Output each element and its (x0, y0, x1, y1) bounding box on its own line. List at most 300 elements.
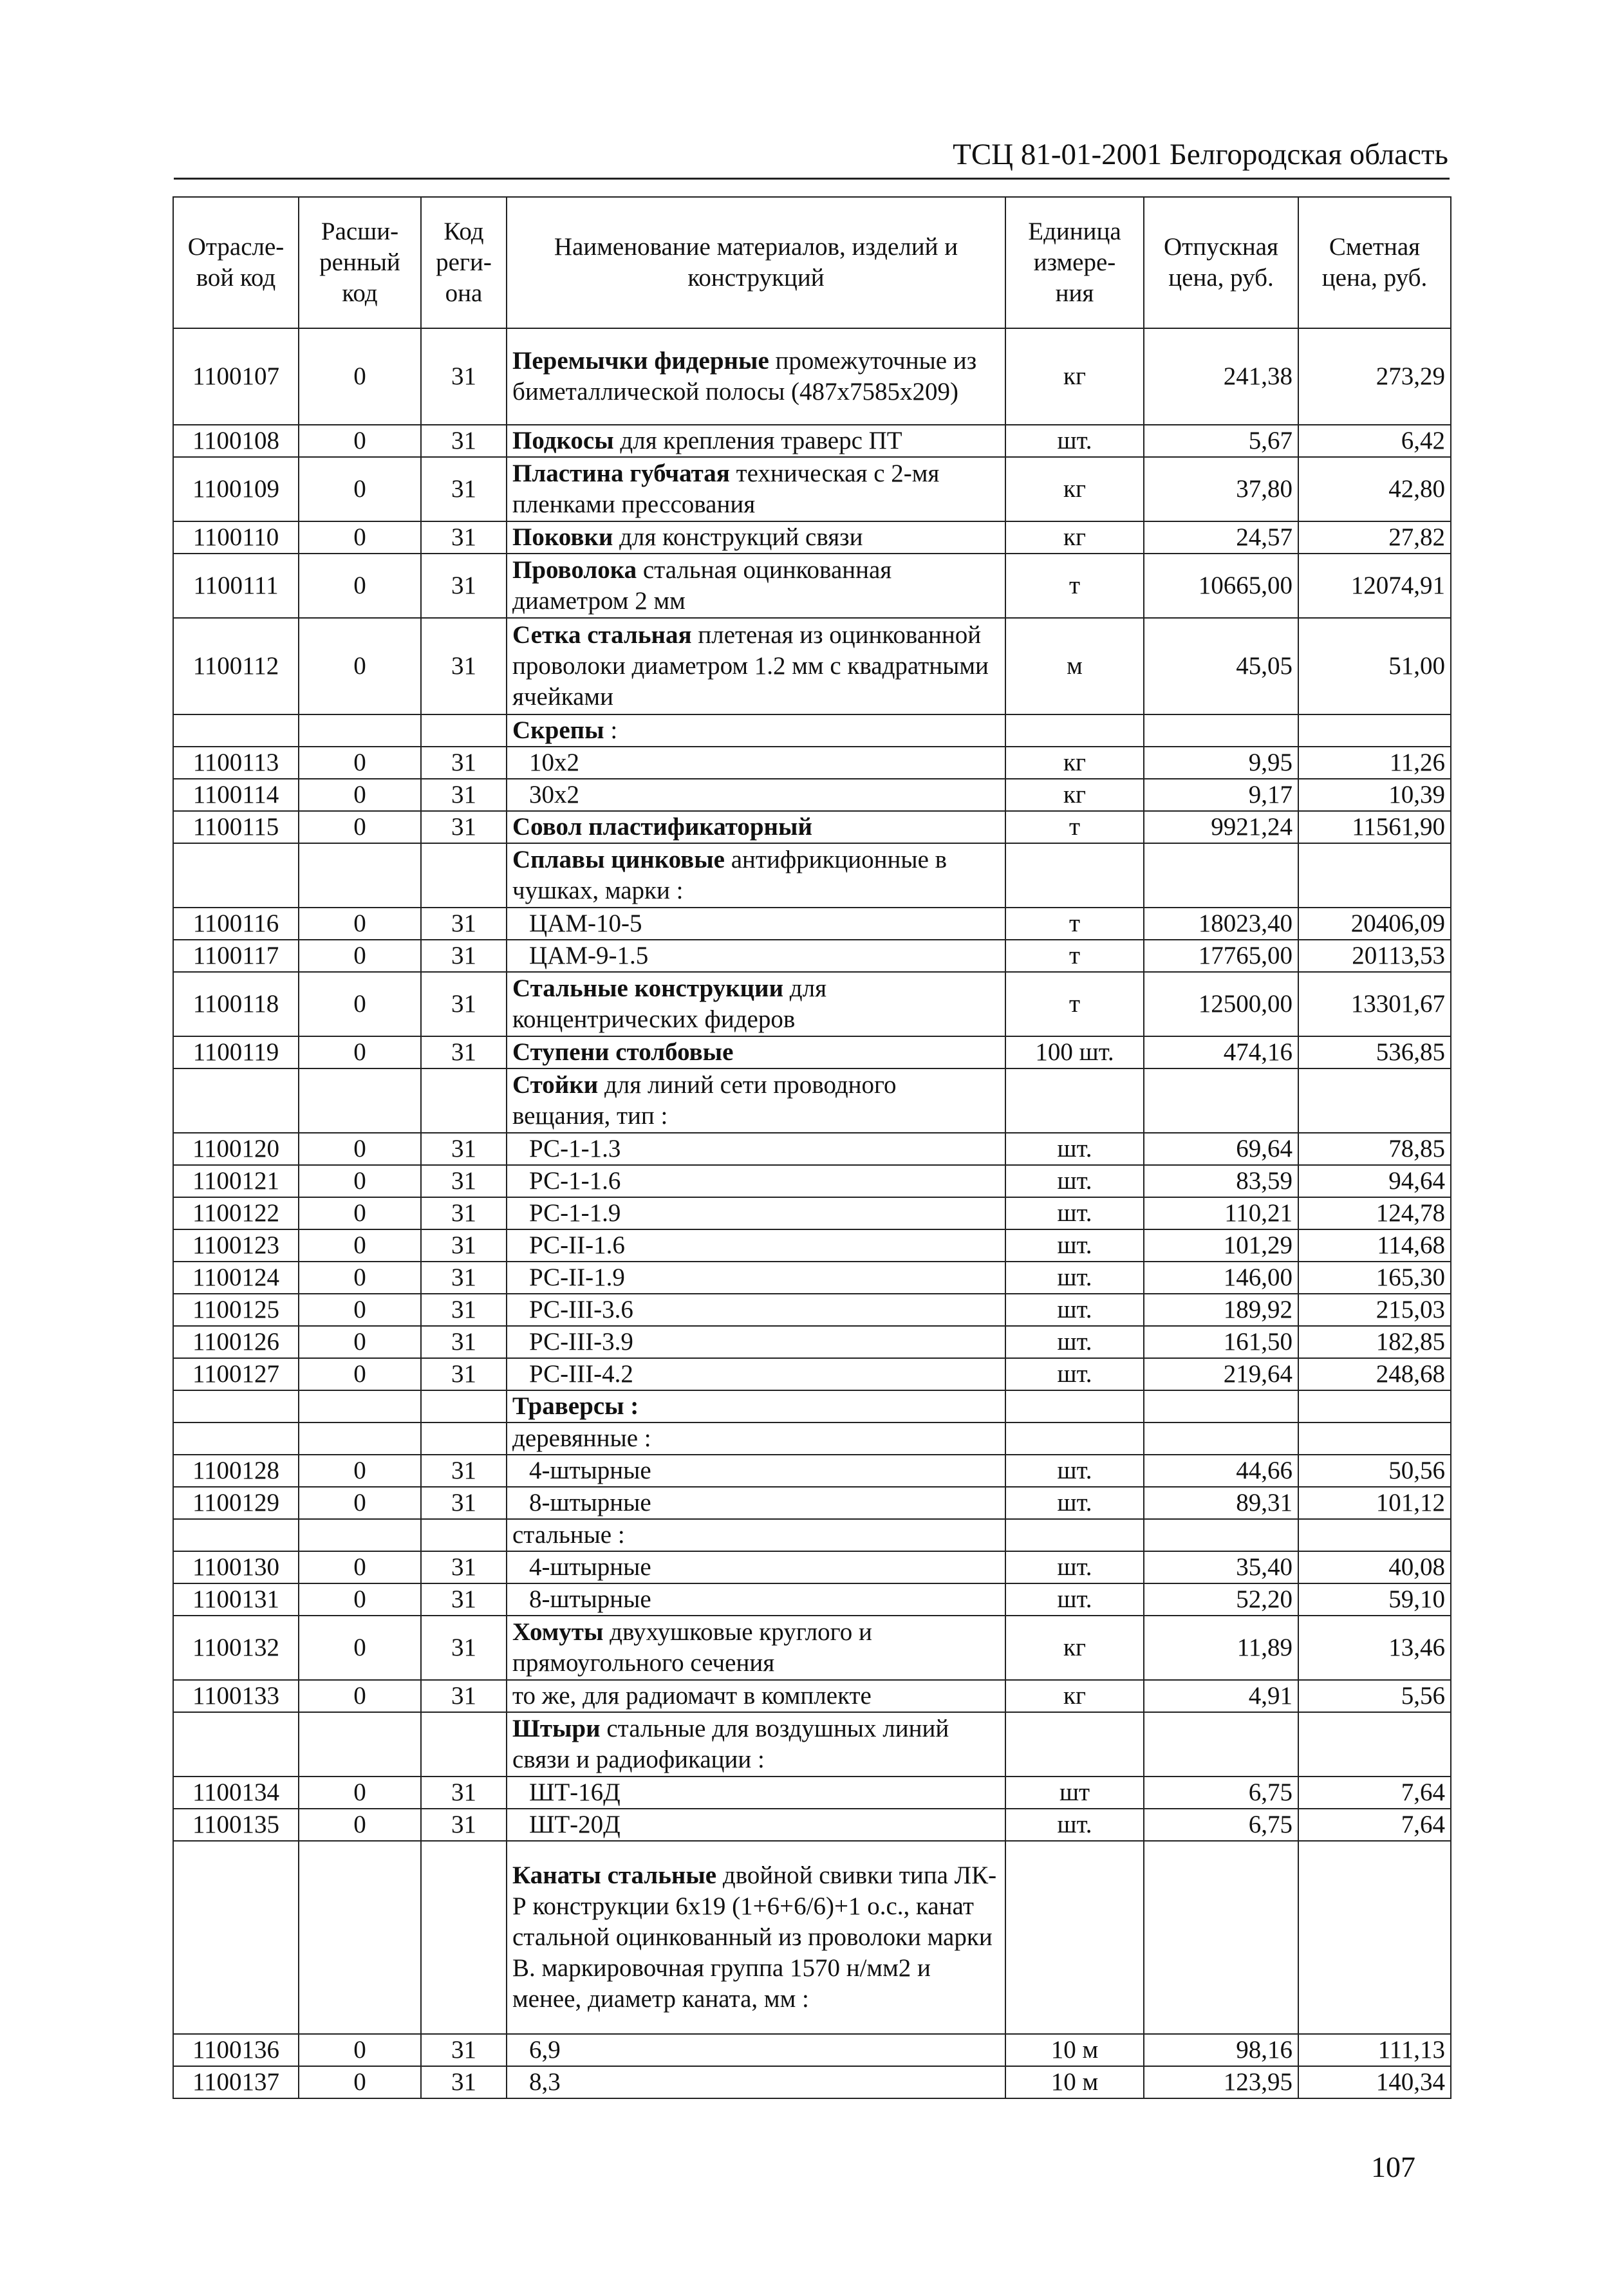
material-name-text: антифрикционные в чушках, марки : (512, 846, 947, 904)
material-name-text: 10х2 (529, 749, 579, 776)
table-row (173, 1519, 1451, 1551)
industry-code-cell: 1100111 (173, 554, 299, 618)
unit-cell (1005, 843, 1144, 908)
material-name-text: ШТ-20Д (529, 1811, 621, 1838)
table-row (173, 1680, 1451, 1712)
release-price-cell (1144, 843, 1298, 908)
material-name-cell (507, 1616, 1005, 1680)
material-name-cell (507, 328, 1005, 425)
estimate-price-cell (1298, 1841, 1451, 2034)
material-name-cell (507, 1680, 1005, 1712)
release-price-cell (1144, 1712, 1298, 1777)
material-name-cell (507, 811, 1005, 843)
extended-code-cell: 0 (299, 1777, 421, 1809)
material-name-text: то же, для радиомачт в комплекте (512, 1682, 872, 1710)
region-code-cell: 31 (421, 1133, 507, 1165)
industry-code-cell: 1100114 (173, 779, 299, 811)
industry-code-cell: 1100123 (173, 1229, 299, 1262)
region-code-cell: 31 (421, 1583, 507, 1616)
unit-cell: т (1005, 972, 1144, 1036)
release-price-cell: 9,17 (1144, 779, 1298, 811)
table-row (173, 1262, 1451, 1294)
extended-code-cell: 0 (299, 1229, 421, 1262)
region-code-cell: 31 (421, 1551, 507, 1583)
unit-cell: кг (1005, 521, 1144, 554)
material-name-text: 4-штырные (529, 1553, 651, 1581)
material-name-cell (507, 1068, 1005, 1133)
material-name-text: РС-II-1.9 (529, 1264, 625, 1291)
unit-cell: т (1005, 940, 1144, 972)
table-row (173, 1229, 1451, 1262)
unit-cell: кг (1005, 779, 1144, 811)
unit-cell: шт. (1005, 1229, 1144, 1262)
material-name-cell (507, 1036, 1005, 1068)
material-name-bold: Хомуты (512, 1618, 604, 1646)
extended-code-cell (299, 843, 421, 908)
unit-cell: 10 м (1005, 2034, 1144, 2066)
material-name-bold: Сплавы цинковые (512, 846, 725, 873)
release-price-cell: 89,31 (1144, 1487, 1298, 1519)
region-code-cell (421, 1390, 507, 1422)
region-code-cell: 31 (421, 521, 507, 554)
estimate-price-cell: 13301,67 (1298, 972, 1451, 1036)
material-name-cell (507, 1229, 1005, 1262)
estimate-price-cell (1298, 843, 1451, 908)
material-name-cell (507, 1841, 1005, 2034)
release-price-cell: 5,67 (1144, 425, 1298, 457)
table-row (173, 1165, 1451, 1197)
table-row (173, 843, 1451, 908)
release-price-cell: 6,75 (1144, 1809, 1298, 1841)
region-code-cell (421, 1841, 507, 2034)
table-row (173, 1036, 1451, 1068)
estimate-price-cell: 7,64 (1298, 1809, 1451, 1841)
extended-code-cell: 0 (299, 940, 421, 972)
material-name-text: РС-III-3.9 (529, 1328, 633, 1356)
estimate-price-cell: 536,85 (1298, 1036, 1451, 1068)
material-name-cell (507, 1326, 1005, 1358)
extended-code-cell: 0 (299, 1809, 421, 1841)
region-code-cell: 31 (421, 425, 507, 457)
estimate-price-cell (1298, 1068, 1451, 1133)
material-name-text: РС-1-1.6 (529, 1167, 621, 1195)
estimate-price-cell: 5,56 (1298, 1680, 1451, 1712)
estimate-price-cell: 7,64 (1298, 1777, 1451, 1809)
estimate-price-cell: 20406,09 (1298, 908, 1451, 940)
unit-cell: шт. (1005, 1809, 1144, 1841)
table-row (173, 618, 1451, 714)
region-code-cell: 31 (421, 1165, 507, 1197)
extended-code-cell: 0 (299, 1680, 421, 1712)
material-name-cell (507, 1777, 1005, 1809)
region-code-cell: 31 (421, 1262, 507, 1294)
industry-code-cell (173, 1519, 299, 1551)
release-price-cell: 123,95 (1144, 2066, 1298, 2098)
industry-code-cell: 1100128 (173, 1455, 299, 1487)
table-row (173, 1809, 1451, 1841)
material-name-cell (507, 1551, 1005, 1583)
table-row (173, 908, 1451, 940)
table-header-row (173, 197, 1451, 328)
unit-cell: шт. (1005, 1358, 1144, 1390)
material-name-cell (507, 940, 1005, 972)
industry-code-cell: 1100120 (173, 1133, 299, 1165)
material-name-cell (507, 1133, 1005, 1165)
material-name-cell (507, 1197, 1005, 1229)
estimate-price-cell: 165,30 (1298, 1262, 1451, 1294)
industry-code-cell: 1100124 (173, 1262, 299, 1294)
material-name-bold: Стойки (512, 1071, 599, 1099)
extended-code-cell: 0 (299, 1583, 421, 1616)
industry-code-cell: 1100134 (173, 1777, 299, 1809)
region-code-cell: 31 (421, 1036, 507, 1068)
industry-code-cell (173, 1390, 299, 1422)
industry-code-cell: 1100121 (173, 1165, 299, 1197)
table-row (173, 1487, 1451, 1519)
release-price-cell: 24,57 (1144, 521, 1298, 554)
release-price-cell: 9,95 (1144, 747, 1298, 779)
extended-code-cell: 0 (299, 747, 421, 779)
extended-code-cell: 0 (299, 554, 421, 618)
unit-cell: шт. (1005, 1165, 1144, 1197)
industry-code-cell: 1100107 (173, 328, 299, 425)
unit-cell: т (1005, 908, 1144, 940)
unit-cell: шт. (1005, 1455, 1144, 1487)
extended-code-cell: 0 (299, 1294, 421, 1326)
extended-code-cell: 0 (299, 425, 421, 457)
region-code-cell (421, 1422, 507, 1455)
table-row (173, 747, 1451, 779)
table-row (173, 972, 1451, 1036)
estimate-price-cell (1298, 1422, 1451, 1455)
industry-code-cell: 1100118 (173, 972, 299, 1036)
release-price-cell: 12500,00 (1144, 972, 1298, 1036)
industry-code-cell: 1100135 (173, 1809, 299, 1841)
extended-code-cell (299, 1841, 421, 2034)
estimate-price-cell: 13,46 (1298, 1616, 1451, 1680)
material-name-text: РС-1-1.3 (529, 1135, 621, 1162)
industry-code-cell (173, 1841, 299, 2034)
estimate-price-cell (1298, 1390, 1451, 1422)
table-row (173, 554, 1451, 618)
material-name-bold: Ступени столбовые (512, 1038, 734, 1066)
material-name-cell (507, 747, 1005, 779)
material-name-text: 30х2 (529, 781, 579, 808)
region-code-cell: 31 (421, 1616, 507, 1680)
industry-code-cell: 1100136 (173, 2034, 299, 2066)
region-code-cell: 31 (421, 618, 507, 714)
estimate-price-cell: 12074,91 (1298, 554, 1451, 618)
industry-code-cell: 1100113 (173, 747, 299, 779)
industry-code-cell: 1100110 (173, 521, 299, 554)
region-code-cell: 31 (421, 1809, 507, 1841)
industry-code-cell: 1100112 (173, 618, 299, 714)
release-price-cell: 35,40 (1144, 1551, 1298, 1583)
release-price-cell (1144, 714, 1298, 747)
material-name-cell (507, 2066, 1005, 2098)
unit-cell (1005, 714, 1144, 747)
material-name-text: стальная оцинкованная диаметром 2 мм (512, 556, 892, 615)
estimate-price-cell: 50,56 (1298, 1455, 1451, 1487)
extended-code-cell: 0 (299, 457, 421, 521)
industry-code-cell: 1100127 (173, 1358, 299, 1390)
region-code-cell: 31 (421, 2034, 507, 2066)
extended-code-cell: 0 (299, 1455, 421, 1487)
industry-code-cell: 1100133 (173, 1680, 299, 1712)
release-price-cell (1144, 1390, 1298, 1422)
page-header-title: ТСЦ 81-01-2001 Белгородская область (953, 138, 1448, 171)
table-row (173, 1358, 1451, 1390)
material-name-text: ЦАМ-9-1.5 (529, 942, 649, 969)
region-code-cell (421, 1712, 507, 1777)
table-row (173, 714, 1451, 747)
estimate-price-cell (1298, 714, 1451, 747)
material-name-text: РС-1-1.9 (529, 1199, 621, 1227)
release-price-cell: 241,38 (1144, 328, 1298, 425)
industry-code-cell: 1100126 (173, 1326, 299, 1358)
material-name-cell (507, 618, 1005, 714)
extended-code-cell (299, 1390, 421, 1422)
estimate-price-cell: 78,85 (1298, 1133, 1451, 1165)
material-name-text: : (604, 716, 618, 744)
industry-code-cell: 1100115 (173, 811, 299, 843)
extended-code-cell: 0 (299, 2034, 421, 2066)
table-row (173, 2066, 1451, 2098)
release-price-cell: 18023,40 (1144, 908, 1298, 940)
material-name-bold: Пластина губчатая (512, 460, 730, 487)
table-row (173, 1455, 1451, 1487)
material-name-text: промежуточные из биметаллической полосы (487х7585х209) (512, 347, 977, 406)
material-name-cell (507, 2034, 1005, 2066)
release-price-cell: 17765,00 (1144, 940, 1298, 972)
industry-code-cell: 1100117 (173, 940, 299, 972)
table-row (173, 1294, 1451, 1326)
release-price-cell: 69,64 (1144, 1133, 1298, 1165)
extended-code-cell: 0 (299, 1616, 421, 1680)
table-row (173, 1616, 1451, 1680)
estimate-price-cell: 11561,90 (1298, 811, 1451, 843)
release-price-cell: 10665,00 (1144, 554, 1298, 618)
material-name-text: 8,3 (529, 2068, 561, 2096)
industry-code-cell: 1100116 (173, 908, 299, 940)
industry-code-cell: 1100132 (173, 1616, 299, 1680)
col-header-unit: Единица измере- ния (1005, 197, 1144, 328)
material-name-text: двухушковые круглого и прямоугольного сечения (512, 1618, 872, 1677)
material-name-bold: Канаты стальные (512, 1861, 717, 1889)
material-name-cell (507, 1294, 1005, 1326)
material-name-cell (507, 554, 1005, 618)
col-header-release-price: Отпускная цена, руб. (1144, 197, 1298, 328)
material-name-cell (507, 1358, 1005, 1390)
material-name-bold: Штыри (512, 1715, 601, 1742)
material-name-text: для концентрических фидеров (512, 975, 827, 1033)
region-code-cell: 31 (421, 2066, 507, 2098)
estimate-price-cell: 6,42 (1298, 425, 1451, 457)
material-name-text: 4-штырные (529, 1457, 651, 1484)
table-row (173, 1068, 1451, 1133)
extended-code-cell: 0 (299, 1036, 421, 1068)
material-name-cell (507, 457, 1005, 521)
material-name-cell (507, 1712, 1005, 1777)
estimate-price-cell (1298, 1712, 1451, 1777)
material-name-cell (507, 1262, 1005, 1294)
table-row (173, 1551, 1451, 1583)
region-code-cell: 31 (421, 1358, 507, 1390)
unit-cell: шт. (1005, 1133, 1144, 1165)
material-name-text: 8-штырные (529, 1585, 651, 1613)
material-name-cell (507, 1455, 1005, 1487)
material-name-cell (507, 1583, 1005, 1616)
extended-code-cell: 0 (299, 1551, 421, 1583)
unit-cell: шт. (1005, 1583, 1144, 1616)
material-name-bold: Поковки (512, 523, 613, 551)
release-price-cell: 146,00 (1144, 1262, 1298, 1294)
material-name-cell (507, 1422, 1005, 1455)
material-name-text: для крепления траверс ПТ (613, 427, 902, 454)
region-code-cell (421, 1068, 507, 1133)
region-code-cell (421, 714, 507, 747)
extended-code-cell: 0 (299, 521, 421, 554)
extended-code-cell: 0 (299, 1165, 421, 1197)
estimate-price-cell: 10,39 (1298, 779, 1451, 811)
material-name-cell (507, 908, 1005, 940)
extended-code-cell: 0 (299, 2066, 421, 2098)
unit-cell: шт. (1005, 1197, 1144, 1229)
material-name-text: ЦАМ-10-5 (529, 909, 642, 937)
unit-cell: т (1005, 554, 1144, 618)
material-name-cell (507, 1519, 1005, 1551)
unit-cell (1005, 1068, 1144, 1133)
material-name-cell (507, 843, 1005, 908)
material-name-text: деревянные : (512, 1424, 651, 1452)
extended-code-cell (299, 1068, 421, 1133)
extended-code-cell: 0 (299, 328, 421, 425)
material-name-text: двойной свивки типа ЛК-Р конструкции 6х19 (1+6+6/6)+1 о.с., канат стальной оцинкованный из проволоки марки В. маркировочная группа 1570 н/мм2 и менее, диаметр каната, мм : (512, 1861, 997, 2013)
table-row (173, 521, 1451, 554)
industry-code-cell (173, 1422, 299, 1455)
material-name-text: для конструкций связи (613, 523, 863, 551)
estimate-price-cell: 94,64 (1298, 1165, 1451, 1197)
region-code-cell: 31 (421, 940, 507, 972)
industry-code-cell: 1100109 (173, 457, 299, 521)
table-body (173, 328, 1451, 2098)
unit-cell: шт (1005, 1777, 1144, 1809)
release-price-cell: 161,50 (1144, 1326, 1298, 1358)
estimate-price-cell: 111,13 (1298, 2034, 1451, 2066)
extended-code-cell: 0 (299, 1358, 421, 1390)
estimate-price-cell: 248,68 (1298, 1358, 1451, 1390)
table-row (173, 1777, 1451, 1809)
region-code-cell: 31 (421, 1455, 507, 1487)
unit-cell: шт. (1005, 1551, 1144, 1583)
estimate-price-cell: 42,80 (1298, 457, 1451, 521)
material-name-text: РС-II-1.6 (529, 1231, 625, 1259)
material-name-cell (507, 1390, 1005, 1422)
region-code-cell (421, 1519, 507, 1551)
estimate-price-cell: 140,34 (1298, 2066, 1451, 2098)
material-name-text: стальные : (512, 1521, 625, 1549)
industry-code-cell: 1100122 (173, 1197, 299, 1229)
extended-code-cell: 0 (299, 1262, 421, 1294)
release-price-cell: 11,89 (1144, 1616, 1298, 1680)
release-price-cell (1144, 1519, 1298, 1551)
unit-cell (1005, 1422, 1144, 1455)
release-price-cell: 219,64 (1144, 1358, 1298, 1390)
material-name-bold: Стальные конструкции (512, 975, 784, 1002)
estimate-price-cell: 51,00 (1298, 618, 1451, 714)
material-name-cell (507, 1487, 1005, 1519)
region-code-cell: 31 (421, 457, 507, 521)
table-row (173, 457, 1451, 521)
unit-cell: кг (1005, 1680, 1144, 1712)
estimate-price-cell: 27,82 (1298, 521, 1451, 554)
release-price-cell: 474,16 (1144, 1036, 1298, 1068)
estimate-price-cell: 59,10 (1298, 1583, 1451, 1616)
release-price-cell: 9921,24 (1144, 811, 1298, 843)
col-header-region-code: Код реги- она (421, 197, 507, 328)
unit-cell (1005, 1519, 1144, 1551)
region-code-cell: 31 (421, 554, 507, 618)
unit-cell: т (1005, 811, 1144, 843)
material-name-cell (507, 521, 1005, 554)
industry-code-cell: 1100129 (173, 1487, 299, 1519)
table-row (173, 940, 1451, 972)
table-row (173, 425, 1451, 457)
release-price-cell: 110,21 (1144, 1197, 1298, 1229)
industry-code-cell (173, 1712, 299, 1777)
table-row (173, 328, 1451, 425)
release-price-cell: 52,20 (1144, 1583, 1298, 1616)
col-header-estimate-price: Сметная цена, руб. (1298, 197, 1451, 328)
table-row (173, 1133, 1451, 1165)
estimate-price-cell: 20113,53 (1298, 940, 1451, 972)
release-price-cell (1144, 1841, 1298, 2034)
release-price-cell: 44,66 (1144, 1455, 1298, 1487)
extended-code-cell (299, 1519, 421, 1551)
extended-code-cell: 0 (299, 908, 421, 940)
region-code-cell: 31 (421, 1777, 507, 1809)
unit-cell: кг (1005, 1616, 1144, 1680)
unit-cell: кг (1005, 457, 1144, 521)
unit-cell (1005, 1390, 1144, 1422)
region-code-cell: 31 (421, 972, 507, 1036)
material-name-text: для линий сети проводного вещания, тип : (512, 1071, 897, 1130)
estimate-price-cell: 182,85 (1298, 1326, 1451, 1358)
release-price-cell: 101,29 (1144, 1229, 1298, 1262)
material-name-cell (507, 779, 1005, 811)
material-name-text: ШТ-16Д (529, 1778, 621, 1806)
material-name-text: РС-III-4.2 (529, 1360, 633, 1388)
extended-code-cell (299, 714, 421, 747)
material-name-text: стальные для воздушных линий связи и радиофикации : (512, 1715, 949, 1773)
material-name-text: 8-штырные (529, 1489, 651, 1516)
page-number: 107 (1371, 2150, 1415, 2183)
release-price-cell: 37,80 (1144, 457, 1298, 521)
industry-code-cell: 1100130 (173, 1551, 299, 1583)
table-row (173, 2034, 1451, 2066)
extended-code-cell: 0 (299, 1133, 421, 1165)
extended-code-cell: 0 (299, 1487, 421, 1519)
extended-code-cell: 0 (299, 779, 421, 811)
material-name-cell (507, 714, 1005, 747)
table-row (173, 1422, 1451, 1455)
extended-code-cell: 0 (299, 618, 421, 714)
estimate-price-cell (1298, 1519, 1451, 1551)
industry-code-cell: 1100108 (173, 425, 299, 457)
release-price-cell (1144, 1068, 1298, 1133)
table-row (173, 779, 1451, 811)
table-row (173, 1326, 1451, 1358)
